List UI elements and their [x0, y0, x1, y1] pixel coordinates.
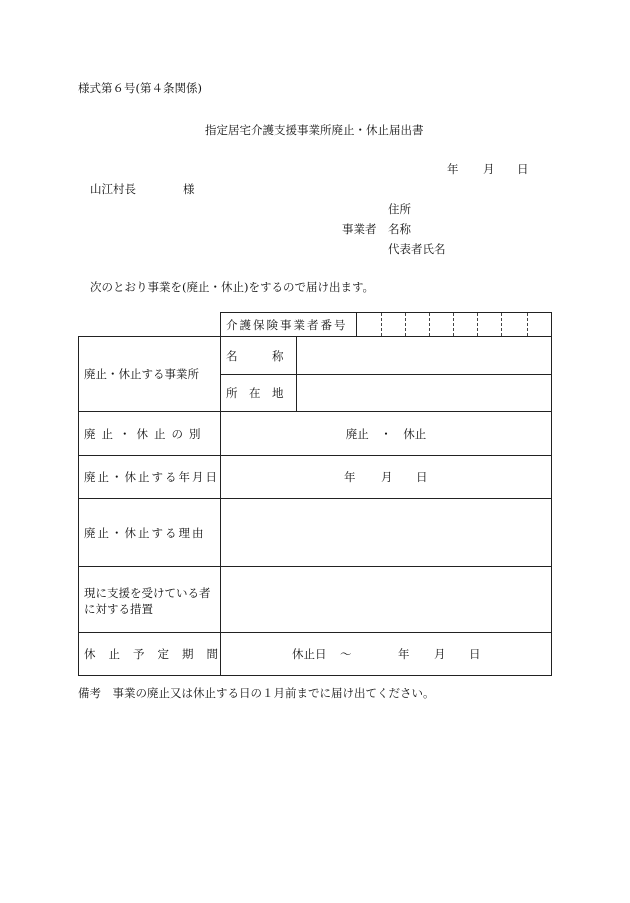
reason-field[interactable]	[221, 499, 551, 566]
measures-label-line2: に対する措置	[84, 602, 153, 616]
addressee-name: 山江村長	[90, 182, 136, 196]
period-day: 日	[469, 647, 481, 661]
date-day-label: 日	[517, 162, 529, 176]
office-location-field[interactable]	[297, 375, 550, 411]
date-value-day: 日	[416, 470, 428, 484]
remarks: 備考 事業の廃止又は休止する日の１月前までに届け出てください。	[78, 686, 435, 700]
statement-text: 次のとおり事業を(廃止・休止)をするので届け出ます。	[90, 280, 375, 294]
office-name-label: 名 称	[226, 348, 284, 363]
date-year-label: 年	[447, 162, 459, 176]
applicant-name-label: 名称	[388, 222, 411, 236]
type-label: 廃止・休止の別	[84, 426, 207, 441]
office-location-label: 所 在 地	[226, 386, 284, 400]
date-label: 廃止・休止する年月日	[84, 470, 219, 484]
applicant-address-label: 住所	[388, 202, 411, 216]
measures-label-line1: 現に支援を受けている者	[84, 586, 211, 600]
office-label: 廃止・休止する事業所	[84, 367, 199, 381]
date-value-year: 年	[344, 470, 356, 484]
applicant-representative-label: 代表者氏名	[388, 242, 446, 256]
form-number: 様式第６号(第４条関係)	[78, 81, 202, 95]
addressee-honorific: 様	[183, 182, 195, 196]
period-start-label: 休止日	[292, 647, 327, 661]
type-value[interactable]: 廃止 ・ 休止	[345, 426, 427, 441]
date-value-month: 月	[381, 470, 393, 484]
provider-number-boxes[interactable]	[358, 313, 550, 336]
date-month-label: 月	[483, 162, 495, 176]
document-title: 指定居宅介護支援事業所廃止・休止届出書	[205, 123, 424, 137]
reason-label: 廃止・休止する理由	[84, 525, 206, 540]
period-label: 休止予定期間	[84, 647, 231, 661]
period-year: 年	[398, 647, 410, 661]
period-tilde: 〜	[340, 647, 352, 661]
period-month: 月	[434, 647, 446, 661]
measures-field[interactable]	[221, 567, 551, 632]
applicant-label: 事業者	[342, 222, 377, 236]
office-name-field[interactable]	[297, 337, 550, 374]
provider-number-label: 介護保険事業者番号	[226, 317, 348, 332]
